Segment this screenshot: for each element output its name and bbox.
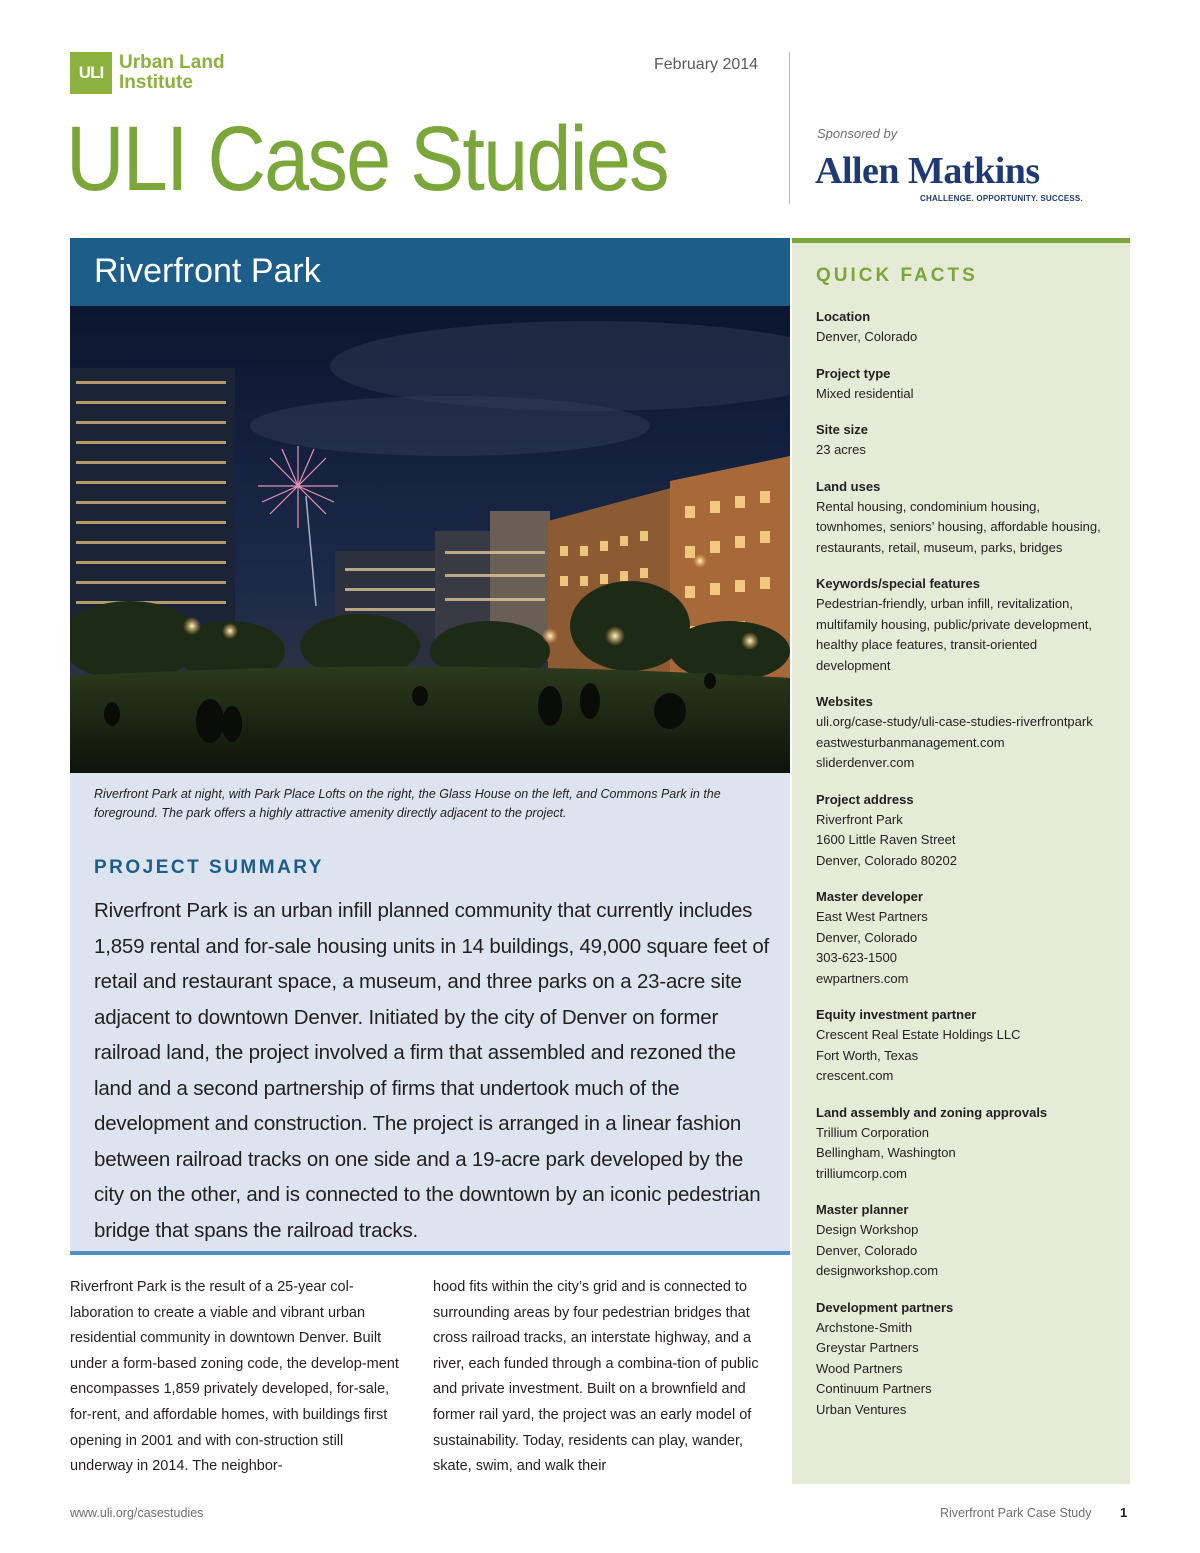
fact-value: Wood Partners xyxy=(816,1360,903,1376)
fact-value: Mixed residential xyxy=(816,385,914,401)
fact-link[interactable]: sliderdenver.com xyxy=(816,755,915,770)
fact-link[interactable]: ewpartners.com xyxy=(816,970,909,986)
fact-value: Archstone-Smith xyxy=(816,1319,913,1335)
fact-item xyxy=(816,1102,1122,1185)
summary-text: Riverfront Park is an urban infill planned community that currently includes 1,859 rental and for-sale housing units in 14 buildings, 49,000 square feet of retail and restaurant space, a museum, and three parks on a 23-acre site adjacent to downtown Denver. Initiated by the city of Denver on former railroad land, the project involved a firm that assembled and rezoned the land and a second partnership of firms that undertook much of the development and construction. The project is arranged in a linear fashion between railroad tracks on one side and a 19-acre park developed by the city on the other, and is connected to the downtown by an iconic pedestrian bridge that spans the railroad tracks. xyxy=(94,899,770,1242)
fact-value: Denver, Colorado xyxy=(816,929,918,945)
page-number: 1 xyxy=(1120,1505,1128,1520)
uli-logo-text xyxy=(119,53,225,93)
uli-logo-icon: ULI xyxy=(70,52,112,94)
fact-label: Land uses xyxy=(816,478,881,494)
sponsor-tagline: CHALLENGE. OPPORTUNITY. SUCCESS. xyxy=(920,194,1083,203)
fact-label: Master planner xyxy=(816,1202,909,1217)
header-divider xyxy=(789,52,790,204)
footer-label: Riverfront Park Case Study xyxy=(940,1506,1092,1520)
project-photo xyxy=(70,306,790,773)
fact-value: Continuum Partners xyxy=(816,1381,932,1396)
fact-value: Trillium Corporation xyxy=(816,1124,929,1140)
body-column-1: Riverfront Park is the result of a 25-year col-laboration to create a viable and vibrant urban residential community in downtown Denver. Built under a form-based zoning code, the develop-ment encompasses 1,859 privately developed, for-sale, for-rent, and affordable homes, with buildings first opening in 2001 and with con-struction still underway in 2014. The neighbor- xyxy=(70,1279,399,1475)
fact-value: Fort Worth, Texas xyxy=(816,1047,919,1063)
project-title-bar xyxy=(70,238,790,306)
quick-facts-panel xyxy=(792,238,1130,1484)
fact-label: Land assembly and zoning approvals xyxy=(816,1104,1048,1120)
fact-item xyxy=(816,691,1122,774)
fact-item xyxy=(816,573,1122,676)
fact-value: Denver, Colorado xyxy=(816,1242,918,1258)
fact-item xyxy=(816,306,1122,348)
logo-line-2: Institute xyxy=(119,72,193,93)
fact-value: Denver, Colorado 80202 xyxy=(816,852,957,868)
quick-facts-heading: QUICK FACTS xyxy=(816,265,978,286)
issue-date: February 2014 xyxy=(654,56,759,73)
logo-line-1: Urban Land xyxy=(119,52,225,73)
fact-item xyxy=(816,1297,1122,1421)
fact-value: development xyxy=(816,657,891,673)
fact-label: Development partners xyxy=(816,1299,954,1315)
fact-value: Pedestrian-friendly, urban infill, revitalization, xyxy=(816,596,1073,611)
fact-link[interactable]: designworkshop.com xyxy=(816,1263,939,1278)
fact-value: multifamily housing, public/private development, xyxy=(816,616,1093,632)
fact-link[interactable]: uli.org/case-study/uli-case-studies-riverfrontpark xyxy=(816,714,1093,729)
fact-value: Denver, Colorado xyxy=(816,329,918,344)
fact-value: Urban Ventures xyxy=(816,1401,907,1417)
fact-link[interactable]: eastwesturbanmanagement.com xyxy=(816,734,1005,750)
fact-item xyxy=(816,363,1122,405)
fact-label: Equity investment partner xyxy=(816,1007,977,1022)
sponsor-logo: Allen Matkins xyxy=(815,150,1040,192)
fact-item xyxy=(816,476,1122,559)
fact-label: Location xyxy=(816,309,871,324)
night-park-image xyxy=(70,306,790,773)
fact-value: Rental housing, condominium housing, xyxy=(816,498,1041,514)
project-title: Riverfront Park xyxy=(94,252,321,290)
fact-value: 1600 Little Raven Street xyxy=(816,832,956,847)
uli-logo xyxy=(70,52,225,94)
fact-value: Design Workshop xyxy=(816,1222,919,1237)
fact-label: Project address xyxy=(816,791,914,807)
photo-caption: Riverfront Park at night, with Park Place Lofts on the right, the Glass House on the left, and Commons Park in the foreground. The park offers a highly attractive amenity directly adjacent to the project. xyxy=(94,787,721,820)
fact-item xyxy=(816,789,1122,872)
publication-title: ULI Case Studies xyxy=(66,108,668,210)
body-column-2: hood fits within the city’s grid and is connected to surrounding areas by four pedestrian bridges that cross railroad tracks, an interstate highway, and a river, each funded through a combina-tion of public and private investment. Built on a brownfield and former rail yard, the project was an early model of sustainability. Today, residents can play, wander, skate, swim, and walk their xyxy=(433,1279,759,1475)
fact-label: Websites xyxy=(816,694,873,709)
fact-label: Project type xyxy=(816,365,891,381)
quick-facts-list xyxy=(816,306,1122,1435)
fact-value: healthy place features, transit-oriented xyxy=(816,637,1038,652)
fact-link[interactable]: trilliumcorp.com xyxy=(816,1165,908,1181)
fact-label: Keywords/special features xyxy=(816,576,981,591)
fact-value: 303-623-1500 xyxy=(816,950,897,965)
fact-item xyxy=(816,1199,1122,1282)
fact-value: Riverfront Park xyxy=(816,811,903,827)
fact-label: Master developer xyxy=(816,889,923,904)
fact-item xyxy=(816,886,1122,989)
footer-url[interactable]: www.uli.org/casestudies xyxy=(70,1506,204,1520)
fact-value: East West Partners xyxy=(816,909,928,924)
fact-value: Crescent Real Estate Holdings LLC xyxy=(816,1027,1021,1042)
sponsored-by-label: Sponsored by xyxy=(817,126,898,141)
fact-item xyxy=(816,419,1122,461)
fact-value: Bellingham, Washington xyxy=(816,1145,956,1160)
fact-value: restaurants, retail, museum, parks, bridges xyxy=(816,539,1063,555)
fact-value: townhomes, seniors’ housing, affordable housing, xyxy=(816,519,1101,534)
summary-heading: PROJECT SUMMARY xyxy=(94,857,324,878)
fact-link[interactable]: crescent.com xyxy=(816,1068,894,1083)
fact-value: Greystar Partners xyxy=(816,1340,919,1355)
summary-divider xyxy=(70,1251,790,1255)
fact-label: Site size xyxy=(816,422,869,437)
fact-value: 23 acres xyxy=(816,442,866,457)
summary-panel xyxy=(70,773,790,1251)
fact-item xyxy=(816,1004,1122,1087)
